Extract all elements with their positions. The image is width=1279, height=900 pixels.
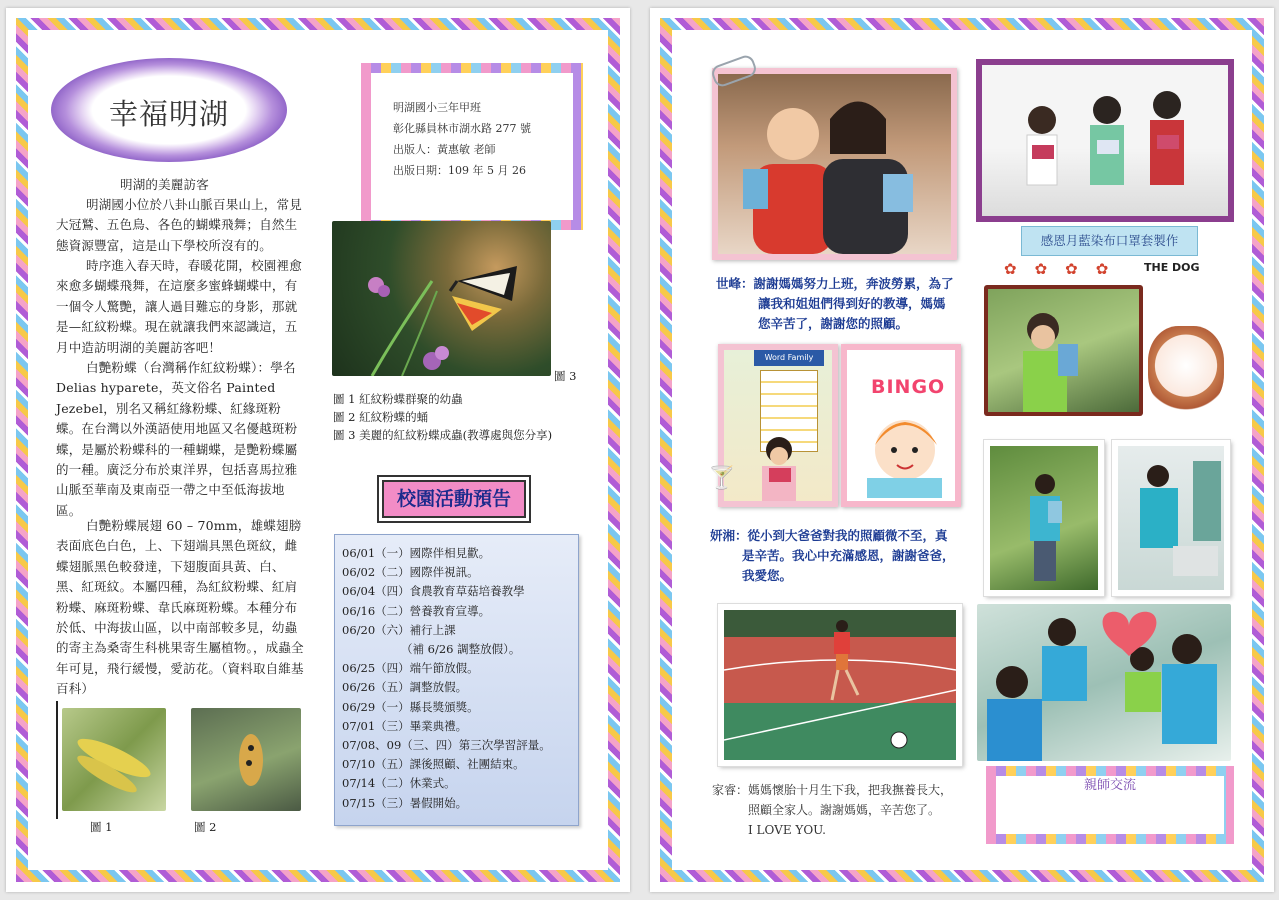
activity-item: 06/02（二）國際伴視訊。 xyxy=(342,565,479,580)
boy-washing-illustration xyxy=(1118,446,1224,590)
cartoon-girl-illustration xyxy=(847,350,955,501)
info-class: 明湖國小三年甲班 xyxy=(393,101,481,114)
girl-illustration xyxy=(724,350,832,501)
activities-heading: 校園活動預告 xyxy=(377,475,531,523)
quote-line: I LOVE YOU. xyxy=(748,823,826,837)
newsletter-title: 幸福明湖 xyxy=(108,97,229,131)
bingo-card-frame xyxy=(841,344,961,507)
kids-illustration xyxy=(982,65,1228,216)
the-dog-logo: THE DOG xyxy=(1144,261,1200,274)
quote-line: 讓我和姐姐們得到好的教導，媽媽 xyxy=(758,296,946,311)
quote-line: 是辛苦。我心中充滿感恩，謝謝爸爸， xyxy=(742,548,955,563)
photo-three-kids-frame xyxy=(976,59,1234,222)
photo-boy-mask-frame xyxy=(984,285,1143,416)
activity-item: 06/26（五）調整放假。 xyxy=(342,680,468,695)
activity-item: 07/14（二）休業式。 xyxy=(342,776,456,791)
larva-illustration xyxy=(62,708,166,811)
activity-item: 07/08、09（三、四）第三次學習評量。 xyxy=(342,738,551,753)
quote-line: 家睿：媽媽懷胎十月生下我，把我撫養長大， xyxy=(712,783,953,797)
photo-boy-mask xyxy=(988,289,1139,412)
quote-line: 妍湘：從小到大爸爸對我的照顧微不至，真 xyxy=(710,528,948,543)
article-title: 明湖的美麗訪客 xyxy=(120,177,209,192)
photo-mother-son-frame xyxy=(712,68,957,260)
family-illustration xyxy=(718,74,951,254)
activity-item: 06/20（六）補行上課 xyxy=(342,622,456,637)
activity-item: 06/16（二）營養教育宣導。 xyxy=(342,603,491,618)
butterfly-illustration xyxy=(332,221,551,376)
pupa-illustration xyxy=(191,708,301,811)
photo-group-kids xyxy=(977,604,1231,761)
boy-garden-illustration xyxy=(990,446,1098,590)
activity-item: 06/29（一）縣長獎頒獎。 xyxy=(342,699,479,714)
info-date: 出版日期：109 年 5 月 26 xyxy=(393,164,526,177)
fig3-label: 圖 3 xyxy=(554,369,577,383)
photo-boy-washing-frame xyxy=(1112,440,1230,596)
mask-project-caption: 感恩月藍染布口罩套製作 xyxy=(1021,226,1198,256)
bingo-card xyxy=(847,350,955,501)
paw-prints-icon: ✿✿✿✿ xyxy=(1004,260,1127,278)
quote-line: 照顧全家人。謝謝媽媽，辛苦您了。 xyxy=(748,803,941,817)
quote-line: 您辛苦了，謝謝您的照顧。 xyxy=(758,316,909,331)
quote-shifeng xyxy=(716,274,966,334)
photo-word-family-frame xyxy=(718,344,838,507)
fig2-label: 圖 2 xyxy=(194,820,217,834)
parent-teacher-box xyxy=(986,766,1234,844)
title-flower-oval xyxy=(51,58,287,162)
photo-boy-garden-frame xyxy=(984,440,1104,596)
butterfly-photo xyxy=(332,221,551,376)
activity-item: 07/10（五）課後照顧、社團結束。 xyxy=(342,757,525,772)
activity-item: 06/01（一）國際伴相見歡。 xyxy=(342,546,491,560)
activity-item: 07/01（三）畢業典禮。 xyxy=(342,718,468,733)
article-paragraph-3: 白艷粉蝶（台灣稱作紅紋粉蝶）：學名 Delias hyparete，英文俗名 Painted Jezebel，別名又稱紅緣粉蝶、紅緣斑粉蝶。在台灣以外漢語使用地區又名優越斑粉蝶，是屬於粉蝶科的一種蝴蝶，是艷粉蝶屬的一種。廣泛分布於東洋界，包括喜馬拉雅山脈至華南及東南亞一帶之中至低海拔地區。 xyxy=(56,360,298,518)
activity-item: （補 6/26 調整放假）。 xyxy=(401,642,521,657)
divider-line xyxy=(56,701,58,819)
quote-yanxiang xyxy=(710,526,970,586)
fig1-label: 圖 1 xyxy=(90,820,113,834)
photo-boy-garden xyxy=(990,446,1098,590)
photo-soccer-frame xyxy=(718,604,962,766)
newsletter-page-right xyxy=(650,8,1274,892)
photo-mother-son xyxy=(718,74,951,254)
drink-glass-icon: 🍸 xyxy=(708,466,736,491)
photo-soccer xyxy=(724,610,956,760)
parent-teacher-label: 親師交流 xyxy=(1083,778,1136,793)
quote-line: 世峰：謝謝媽媽努力上班，奔波勞累，為了 xyxy=(716,276,954,291)
activity-item: 06/25（四）端午節放假。 xyxy=(342,661,479,676)
photo-word-family xyxy=(724,350,832,501)
publication-info-box xyxy=(361,63,583,230)
activity-item: 06/04（四）食農教育草菇培養教學 xyxy=(342,584,525,599)
caption-fig2: 圖 2 紅紋粉蝶的蛹 xyxy=(333,410,429,424)
article-paragraph-2: 時序進入春天時，春暖花開，校園裡愈來愈多蝴蝶飛舞，在這麼多蜜蜂蝴蝶中，有一個令人驚艷，讓人過目難忘的身影，那就是—紅紋粉蝶。現在就讓我們來認識這，五月中造訪明湖的美麗訪客吧！ xyxy=(56,258,302,355)
info-publisher: 出版人：黃惠敏 老師 xyxy=(393,143,496,156)
quote-jiarui xyxy=(712,780,992,840)
caption-fig3: 圖 3 美麗的紅紋粉蝶成蟲(教導處與您分享) xyxy=(333,428,553,442)
article-paragraph-1: 明湖國小位於八卦山脈百果山上，常見大冠鷲、五色鳥、各色的蝴蝶飛舞；自然生態資源豐富，這是山下學校所沒有的。 xyxy=(56,197,302,253)
puppy-image xyxy=(1148,326,1224,414)
article-paragraph-4: 白艷粉蝶展翅 60 – 70mm，雄蝶翅膀表面底色白色，上、下翅端具黑色斑紋，雌蝶翅脈黑色較發達，下翅腹面具黃、白、黑、紅斑紋。本屬四種，為紅紋粉蝶、紅肩粉蝶、麻斑粉蝶、韋氏麻斑粉蝶。本種分布於低、中海拔山區，以中南部較多見，幼蟲的寄主為桑寄生科桃果寄生屬植物。，成蟲全年可見，飛行緩慢，愛訪花。（資料取自維基百科） xyxy=(56,518,304,697)
newsletter-page-left xyxy=(6,8,630,892)
quote-line: 我愛您。 xyxy=(742,568,793,583)
larva-photo xyxy=(62,708,166,811)
pupa-photo xyxy=(191,708,301,811)
activity-item: 07/15（三）暑假開始。 xyxy=(342,795,468,810)
soccer-illustration xyxy=(724,610,956,760)
activities-list xyxy=(334,534,579,826)
photo-three-kids xyxy=(982,65,1228,216)
caption-fig1: 圖 1 紅紋粉蝶群聚的幼蟲 xyxy=(333,392,463,406)
word-family-board-title: Word Family xyxy=(754,350,824,366)
photo-boy-washing xyxy=(1118,446,1224,590)
info-address: 彰化縣員林市湖水路 277 號 xyxy=(393,122,531,135)
group-illustration xyxy=(977,604,1231,761)
bingo-text: BINGO xyxy=(871,376,946,398)
boy-illustration xyxy=(988,289,1139,412)
